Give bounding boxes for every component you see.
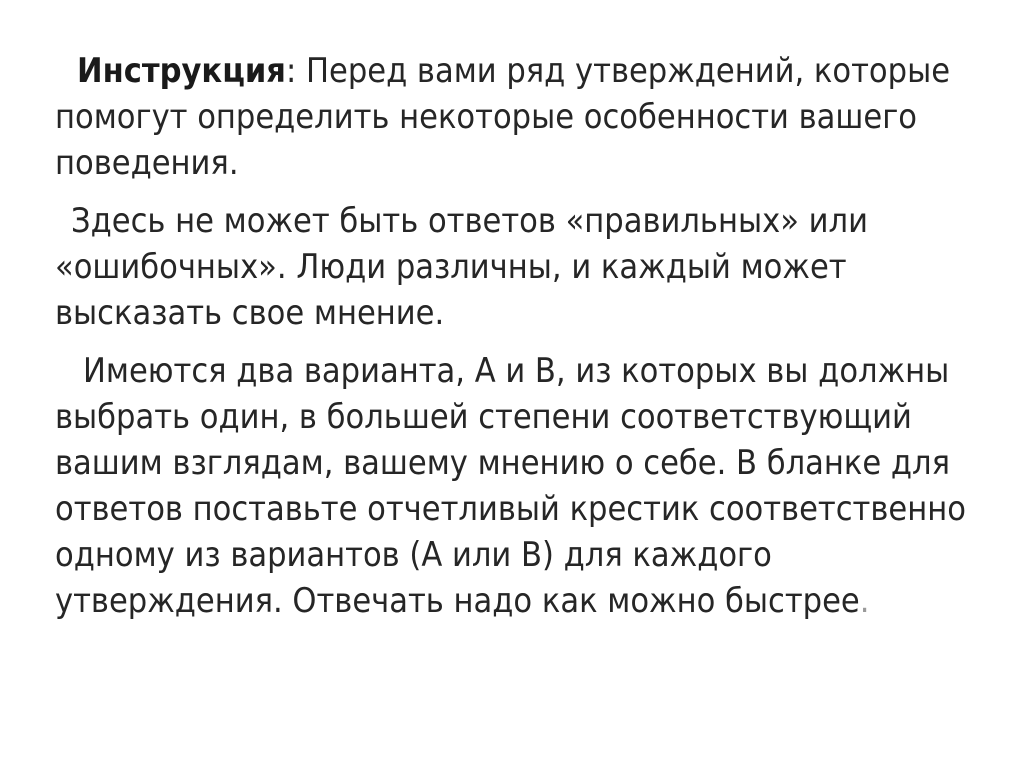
final-period: .	[859, 581, 870, 621]
instruction-label: Инструкция	[77, 51, 286, 91]
answer-options-text: Имеются два варианта, А и В, из которых вы должны выбрать один, в большей степени соответствующий вашим взглядам, вашему мнению о себе. В бланке для ответов поставьте отчетливый крестик соответственно одному из вариантов (А или В) для каждого утверждения. Отвечать надо как можно быстрее	[55, 351, 966, 621]
instruction-text-block	[55, 48, 974, 624]
paragraph-no-wrong-answers	[55, 198, 974, 336]
paragraph-answer-options	[55, 348, 974, 624]
paragraph-instruction	[55, 48, 974, 186]
instruction-intro-text: Перед вами ряд утверждений, которые помогут определить некоторые особенности вашего поведения.	[55, 51, 951, 183]
no-wrong-answers-text: Здесь не может быть ответов «правильных» или «ошибочных». Люди различны, и каждый может высказать свое мнение.	[55, 201, 868, 333]
instruction-colon: :	[285, 51, 297, 91]
